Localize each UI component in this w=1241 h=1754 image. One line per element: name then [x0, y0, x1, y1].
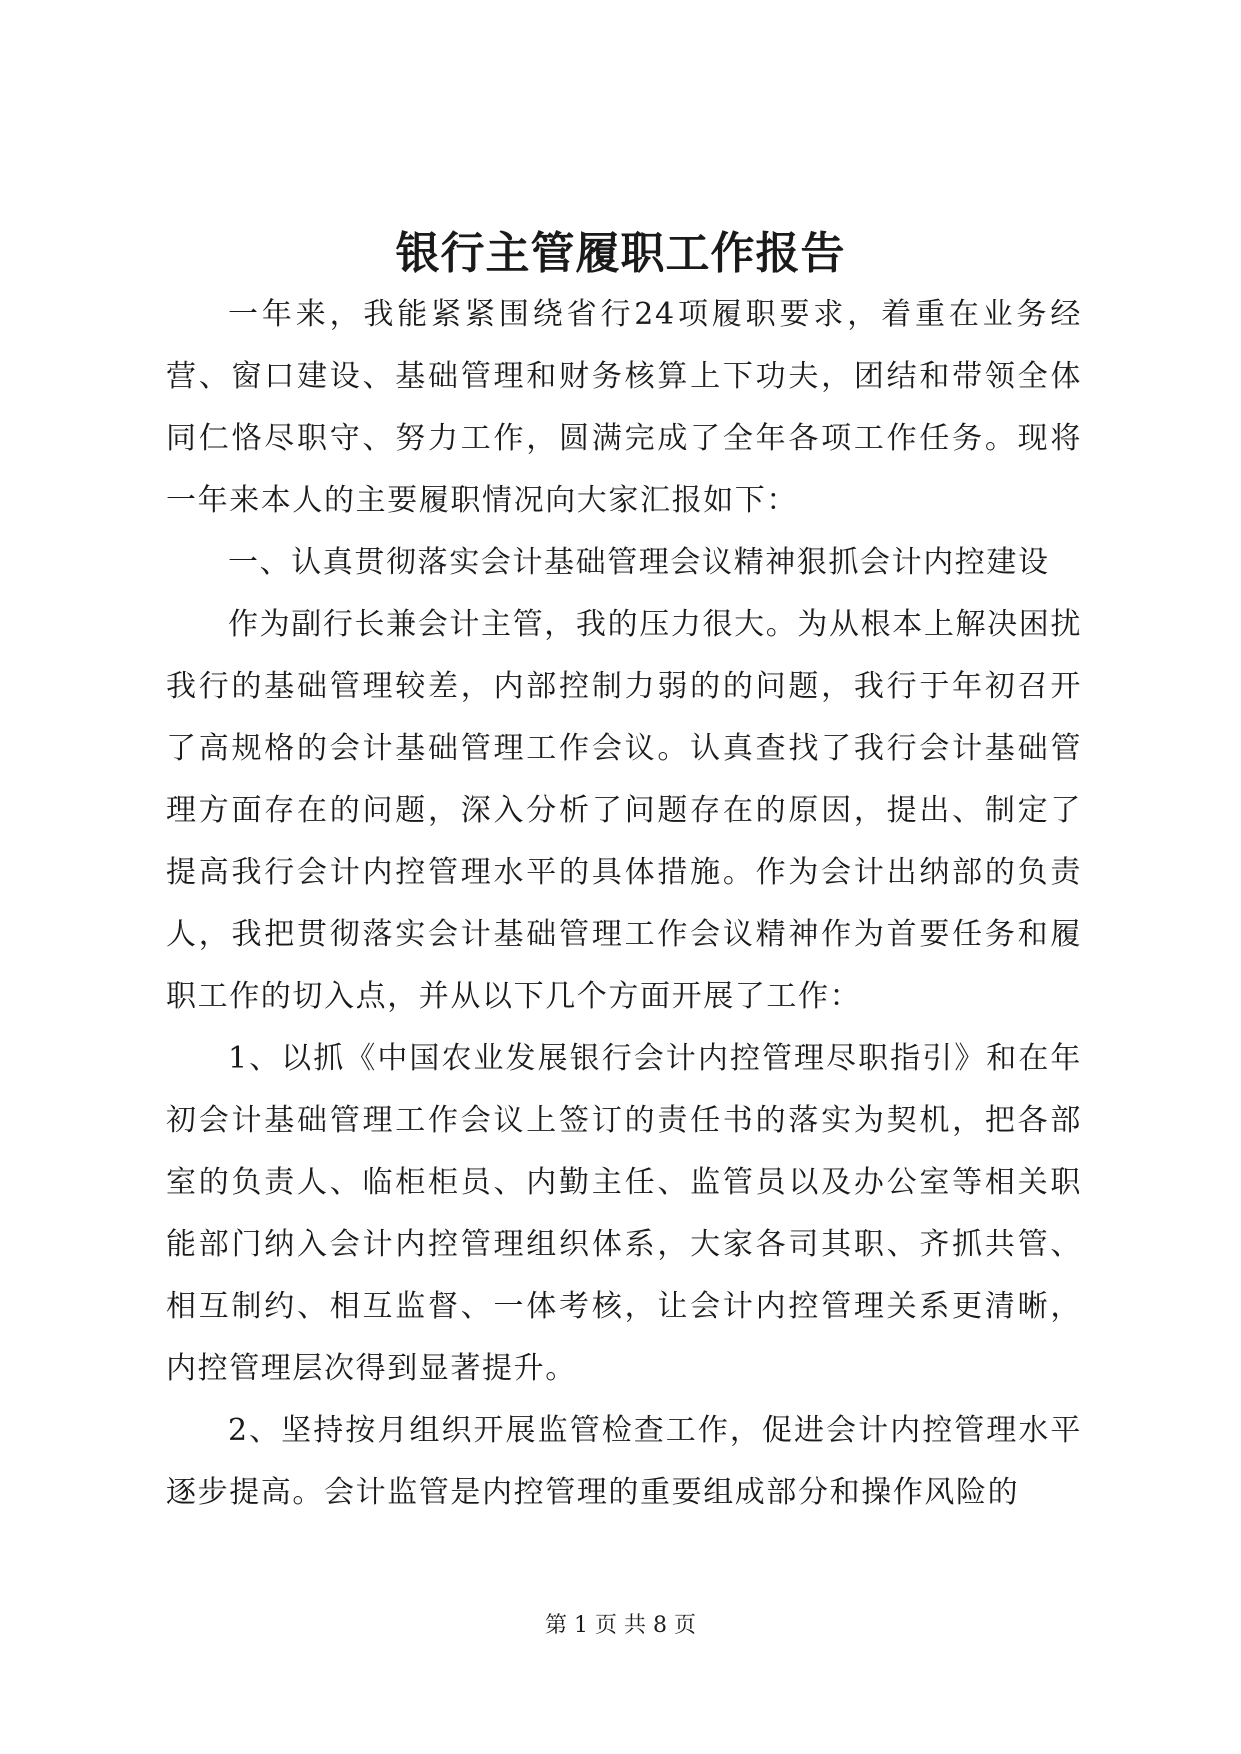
paragraph-item-2: 2、坚持按月组织开展监管检查工作，促进会计内控管理水平逐步提高。会计监管是内控管理的重要组成部分和操作风险的	[166, 1413, 1082, 1510]
paragraph-intro: 一年来，我能紧紧围绕省行24项履职要求，着重在业务经营、窗口建设、基础管理和财务核算上下功夫，团结和带领全体同仁恪尽职守、努力工作，圆满完成了全年各项工作任务。现将一年来本人的主要履职情况向大家汇报如下：	[166, 297, 1082, 518]
document-body	[166, 284, 1082, 1524]
paragraph-item-1: 1、以抓《中国农业发展银行会计内控管理尽职指引》和在年初会计基础管理工作会议上签订的责任书的落实为契机，把各部室的负责人、临柜柜员、内勤主任、监管员以及办公室等相关职能部门纳入会计内控管理组织体系，大家各司其职、齐抓共管、相互制约、相互监督、一体考核，让会计内控管理关系更清晰，内控管理层次得到显著提升。	[166, 1041, 1082, 1386]
document-title: 银行主管履职工作报告	[395, 228, 846, 279]
page-number-footer: 第 1 页 共 8 页	[545, 1613, 696, 1638]
paragraph-section-1: 作为副行长兼会计主管，我的压力很大。为从根本上解决困扰我行的基础管理较差，内部控制力弱的的问题，我行于年初召开了高规格的会计基础管理工作会议。认真查找了我行会计基础管理方面存在的问题，深入分析了问题存在的原因，提出、制定了提高我行会计内控管理水平的具体措施。作为会计出纳部的负责人，我把贯彻落实会计基础管理工作会议精神作为首要任务和履职工作的切入点，并从以下几个方面开展了工作：	[166, 607, 1082, 1014]
section-heading-1: 一、认真贯彻落实会计基础管理会议精神狠抓会计内控建设	[228, 545, 1050, 580]
